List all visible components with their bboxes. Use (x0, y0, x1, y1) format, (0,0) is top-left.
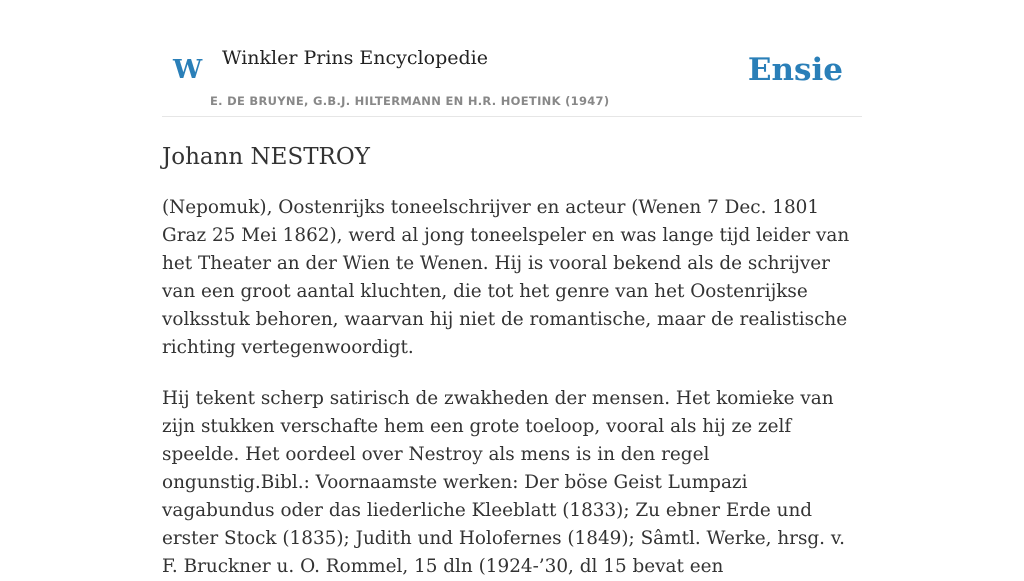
page (162, 0, 862, 581)
source-authors: E. DE BRUYNE, G.B.J. HILTERMANN EN H.R. HOETINK (1947) (210, 94, 610, 108)
source-title-link[interactable]: Winkler Prins Encyclopedie (222, 47, 488, 69)
article-paragraph-1: (Nepomuk), Oostenrijks toneelschrijver en acteur (Wenen 7 Dec. 1801 Graz 25 Mei 1862), werd al jong toneelspeler en was lange tijd leider van het Theater an der Wien te Wenen. Hij is vooral bekend als de schrijver van een groot aantal kluchten, die tot het genre van het Oostenrijkse volksstuk behoren, waarvan hij niet de romantische, maar de realistische richting vertegenwoordigt. (162, 197, 850, 358)
article-paragraph-2: Hij tekent scherp satirisch de zwakheden der mensen. Het komieke van zijn stukken verschafte hem een grote toeloop, vooral als hij ze zelf speelde. Het oordeel over Nestroy als mens is in den regel ongunstig.Bibl.: Voornaamste werken: Der böse Geist Lumpazi vagabundus oder das liederliche Kleeblatt (1833); Zu ebner Erde und erster Stock (1835); Judith und Holofernes (1849); Sâmtl. Werke, hrsg. v. F. Bruckner u. O. Rommel, 15 dln (1924-’30, dl 15 bevat een (162, 388, 845, 577)
winkler-prins-logo-icon[interactable]: W (173, 55, 203, 85)
article-title: Johann NESTROY (162, 144, 370, 170)
ensie-logo[interactable]: Ensie (747, 52, 843, 88)
source-header (162, 0, 862, 117)
